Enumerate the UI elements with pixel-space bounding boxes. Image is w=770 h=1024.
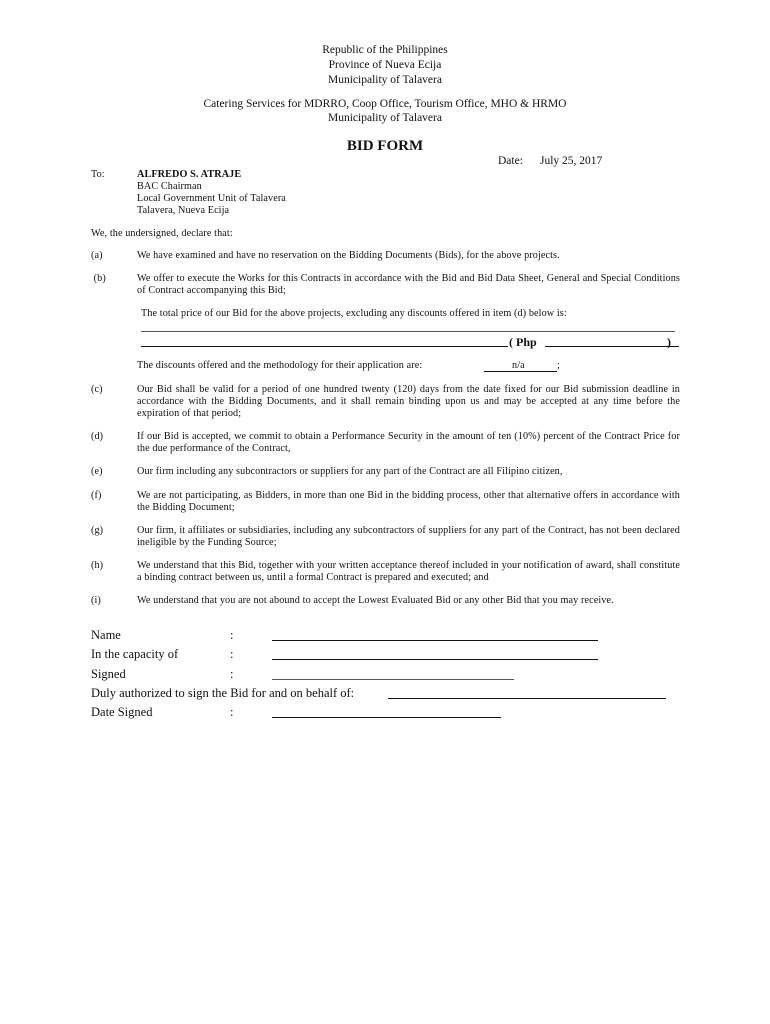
intro-text: We, the undersigned, declare that: xyxy=(91,228,233,239)
item-text: We have examined and have no reservation on the Bidding Documents (Bids), for the above projects. xyxy=(137,250,560,261)
php-label: ( Php xyxy=(509,335,537,349)
name-label: Name xyxy=(91,628,121,642)
date-value: July 25, 2017 xyxy=(540,155,603,167)
item-text: Our firm including any subcontractors or suppliers for any part of the Contract are all Filipino citizen, xyxy=(137,466,563,477)
discount-label: The discounts offered and the methodology for their application are: xyxy=(137,360,423,371)
capacity-field[interactable] xyxy=(272,659,598,660)
date-label: Date: xyxy=(498,155,523,167)
item-text: If our Bid is accepted, we commit to obtain a Performance Security in the amount of ten (10%) percent of the Contract Price for the due performance of the Contract, xyxy=(137,431,680,454)
item-text: Our Bid shall be valid for a period of one hundred twenty (120) days from the date fixed for our Bid submission deadline in accordance with the Bidding Documents, and it shall remain binding upon us and may be accepted at any time before the expiration of that period; xyxy=(137,384,680,419)
project-title: Catering Services for MDRRO, Coop Office, Tourism Office, MHO & HRMO xyxy=(203,98,567,110)
date-signed-label: Date Signed xyxy=(91,705,153,719)
addressee-address: Talavera, Nueva Ecija xyxy=(137,205,230,216)
to-label: To: xyxy=(91,169,105,180)
discount-value: n/a xyxy=(512,360,525,371)
signed-label: Signed xyxy=(91,667,126,681)
item-text: We understand that you are not abound to accept the Lowest Evaluated Bid or any other Bid that you may receive. xyxy=(137,595,614,606)
date-signed-field[interactable] xyxy=(272,717,501,718)
addressee-position: BAC Chairman xyxy=(137,181,202,192)
item-marker: (e) xyxy=(91,466,103,477)
addressee-name: ALFREDO S. ATRAJE xyxy=(137,169,242,180)
item-text: We are not participating, as Bidders, in more than one Bid in the bidding process, other that alternative offers in accordance with the Bidding Document; xyxy=(137,490,680,513)
name-colon: : xyxy=(230,628,234,642)
capacity-colon: : xyxy=(230,647,234,661)
item-marker: (g) xyxy=(91,525,104,536)
header-country: Republic of the Philippines xyxy=(322,44,448,56)
capacity-label: In the capacity of xyxy=(91,647,179,661)
project-subtitle: Municipality of Talavera xyxy=(328,112,442,124)
signed-colon: : xyxy=(230,667,234,681)
item-marker: (c) xyxy=(91,384,103,395)
header-province: Province of Nueva Ecija xyxy=(328,59,442,71)
amount-words-line-2[interactable] xyxy=(141,346,508,347)
item-text: Our firm, it affiliates or subsidiaries, including any subcontractors of suppliers for any part of the Contract, has not been declared ineligible by the Funding Source; xyxy=(137,525,680,548)
name-field[interactable] xyxy=(272,640,598,641)
php-amount-line[interactable] xyxy=(545,346,667,347)
signed-field[interactable] xyxy=(272,679,514,680)
item-text: We offer to execute the Works for this Contracts in accordance with the Bid and Bid Data Sheet, General and Special Conditions of Contract accompanying this Bid; xyxy=(137,273,680,296)
authorized-field[interactable] xyxy=(388,698,666,699)
php-close-underline xyxy=(667,346,679,347)
header-municipality: Municipality of Talavera xyxy=(328,74,442,86)
discount-end: ; xyxy=(557,360,560,371)
date-signed-colon: : xyxy=(230,705,234,719)
item-marker: (a) xyxy=(91,250,103,261)
amount-words-line[interactable] xyxy=(141,331,675,332)
item-marker: (h) xyxy=(91,560,104,571)
authorized-label: Duly authorized to sign the Bid for and on behalf of: xyxy=(91,686,355,700)
item-text: We understand that this Bid, together with your written acceptance thereof included in your notification of award, shall constitute a binding contract between us, until a formal Contract is prepared and executed; and xyxy=(137,560,680,583)
item-marker: (b) xyxy=(91,273,106,284)
page-title: BID FORM xyxy=(346,138,424,154)
total-price-text: The total price of our Bid for the above projects, excluding any discounts offered in item (d) below is: xyxy=(141,308,567,319)
addressee-office: Local Government Unit of Talavera xyxy=(137,193,286,204)
item-marker: (f) xyxy=(91,490,102,501)
item-marker: (i) xyxy=(91,595,101,606)
php-close: ) xyxy=(667,335,671,349)
item-marker: (d) xyxy=(91,431,104,442)
